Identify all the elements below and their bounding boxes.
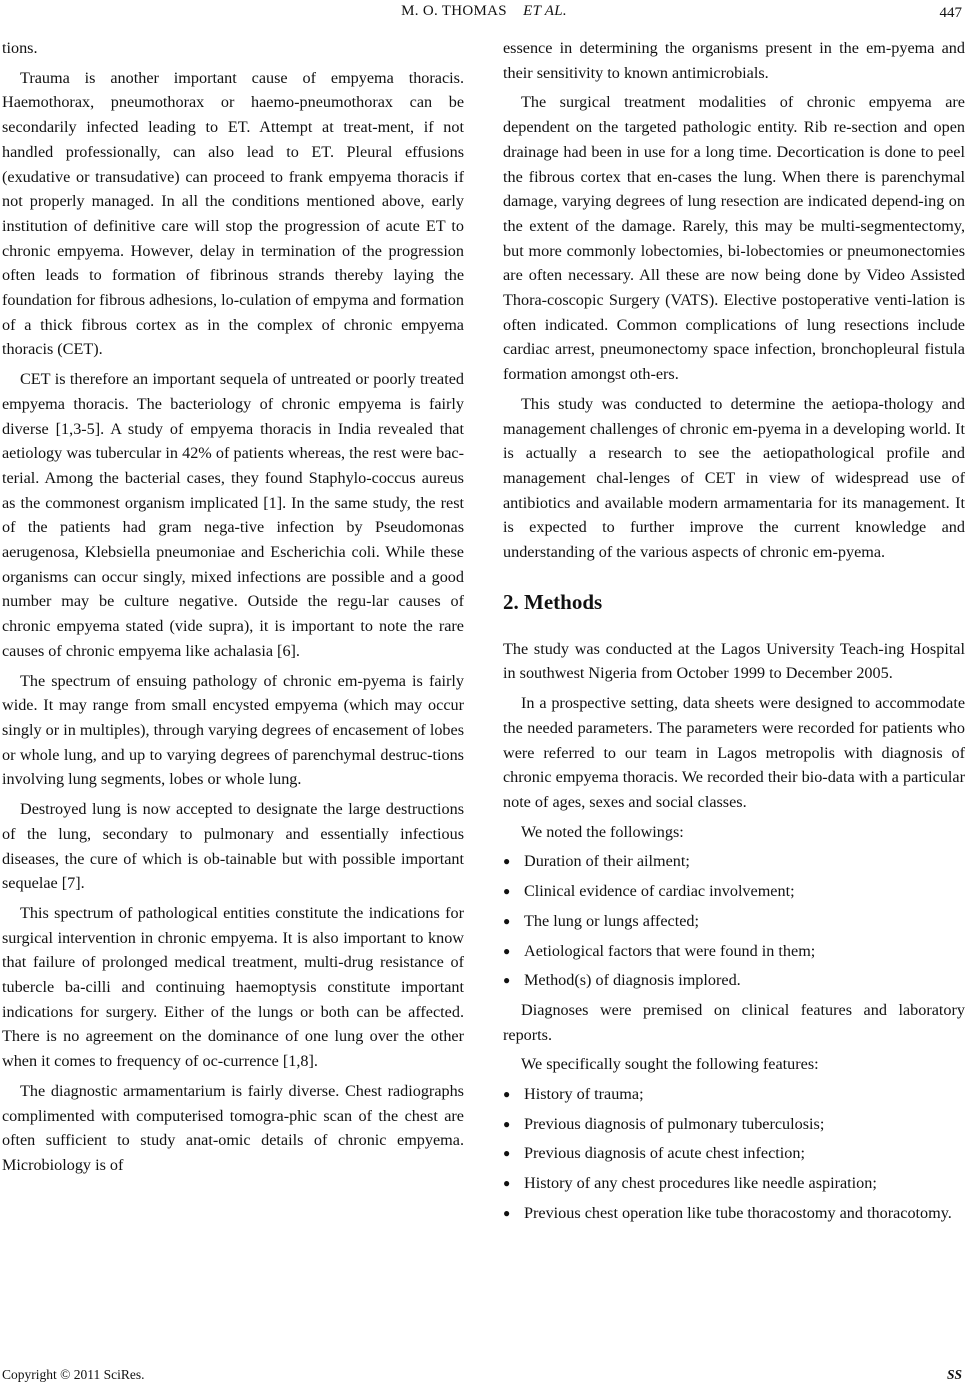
header-etal: ET AL. [523,3,567,19]
noted-list [503,849,965,993]
list-item [503,1171,965,1196]
paragraph: The study was conducted at the Lagos University Teach-ing Hospital in southwest Nigeria from October 1999 to December 2005. [503,639,965,683]
list-item [503,879,965,904]
list-item-text: Method(s) of diagnosis implored. [524,971,741,990]
list-item [503,849,965,874]
bullet-icon: ● [503,1146,511,1161]
page-number: 447 [939,5,962,21]
list-item-text: Duration of their ailment; [524,852,690,871]
list-item [503,1141,965,1166]
list-item [503,909,965,934]
list-item [503,1201,965,1226]
list-item-text: Aetiological factors that were found in them; [524,941,816,960]
list-item-text: History of any chest procedures like needle aspiration; [524,1174,877,1193]
section-heading-methods: 2. Methods [503,589,603,614]
paragraph: The surgical treatment modalities of chronic empyema are dependent on the targeted pathologic entity. Rib re-section and open drainage had been in use for a long time. Decortication is done to peel the fibrous cortex that en-cases the lung. When there is parenchymal damage, varying degrees of lung resection are indicated depend-ing on the extent of the damage. Rarely, this may be multi-segmentectomy, but more commonly lobectomies, bi-lobectomies or pneumonectomies are often necessary. All these are now being done by Video Assisted Thora-coscopic Surgery (VATS). Elective postoperative venti-lation is often indicated. Common complications of lung resections include cardiac arrest, pneumonectomy space infection, bronchopleural fistula formation amongst oth-ers. [503,93,965,384]
paragraph: Destroyed lung is now accepted to designate the large destructions of the lung, secondary to pulmonary and essentially infectious diseases, the cure of which is ob-tainable but with possible important sequelae [7]. [2,800,464,893]
right-column [503,36,965,1231]
paragraph: essence in determining the organisms present in the em-pyema and their sensitivity to known antimicrobials. [503,39,965,82]
page-footer [0,1365,968,1385]
paragraph: The spectrum of ensuing pathology of chronic em-pyema is fairly wide. It may range from small encysted empyema (which may occur singly or in multiples), through varying degrees of encasement of lobes or whole lung, and up to varying degrees of parenchymal destruc-tions involving lung segments, lobes or whole lung. [2,671,464,789]
running-header [0,0,968,30]
paragraph: tions. [2,39,38,57]
list-item-text: Previous diagnosis of acute chest infection; [524,1144,805,1163]
list-item-text: Previous diagnosis of pulmonary tuberculosis; [524,1114,825,1133]
left-column [2,36,464,1183]
paragraph: Trauma is another important cause of empyema thoracis. Haemothorax, pneumothorax or haemo-pneumothorax can be secondarily infected leading to ET. Attempt at treat-ment, if not handled professionally, can also lead to ET. Pleural effusions (exudative or transudative) can proceed to frank empyema thoracis if not properly managed. In all the conditions mentioned above, early institution of definitive care will stop the progression of acute ET to chronic empyema. However, delay in termination of the progression often leads to formation of fibrinous strands thereby laying the foundation for fibrous adhesions, lo-culation of empyma and formation of a thick fibrous cortex as in the complex of chronic empyema thoracis (CET). [2,68,464,359]
list-item [503,968,965,993]
list-item [503,939,965,964]
bullet-icon: ● [503,1087,511,1102]
paragraph: We specifically sought the following features: [521,1055,819,1074]
journal-abbreviation: SS [946,1367,962,1382]
header-author: M. O. THOMAS [401,3,507,19]
paragraph: We noted the followings: [521,822,684,841]
paragraph: In a prospective setting, data sheets were designed to accommodate the needed parameters. The parameters were recorded for patients who were referred to our team in Lagos metropolis with diagnosis of chronic empyema thoracis. We recorded their bio-data with a particular note of ages, sexes and social classes. [503,694,965,811]
bullet-icon: ● [503,973,511,988]
paragraph: The diagnostic armamentarium is fairly diverse. Chest radiographs complimented with computerised tomogra-phic scan of the chest are often sufficient to study anat-omic details of chronic empyema. Microbiology is of [2,1081,464,1174]
bullet-icon: ● [503,1205,511,1220]
paragraph: CET is therefore an important sequela of untreated or poorly treated empyema thoracis. The bacteriology of chronic empyema is fairly diverse [1,3-5]. A study of empyema thoracis in India revealed that aetiology was tubercular in 42% of patients whereas, the rest were bac-terial. Among the bacterial cases, they found Staphylo-coccus aureus as the commonest organism implicated [1]. In the same study, the rest of the patients had gram nega-tive infection by Pseudomonas aerugenosa, Klebsiella pneumoniae and Escherichia coli. While these organisms can occur singly, mixed infections are possible and a good number may be culture negative. Outside the regu-lar causes of chronic empyema stated (vide supra), it is important to note the rare causes of chronic empyema like achalasia [6]. [2,370,464,660]
bullet-icon: ● [503,884,511,899]
list-item [503,1112,965,1137]
list-item [503,1082,965,1107]
paragraph: This study was conducted to determine the aetiopa-thology and management challenges of chronic em-pyema in a developing world. It is actually a research to see the aetiopathological profile and management chal-lenges of CET in view of widespread use of antibiotics and available modern armamentaria for its management. It is expected to further improve the current knowledge and understanding of the various aspects of chronic em-pyema. [503,394,965,562]
list-item-text: Clinical evidence of cardiac involvement; [524,882,795,901]
paragraph: This spectrum of pathological entities constitute the indications for surgical intervention in chronic empyema. It is also important to know that failure of prolonged medical treatment, multi-drug resistance of tubercle ba-cilli and continuing haemoptysis constitute important indications for surgery. Either of the lungs or both can be affected. There is no agreement on the dominance of one lung over the other when it comes to frequency of oc-currence [1,8]. [2,903,464,1071]
paragraph: Diagnoses were premised on clinical features and laboratory reports. [503,1000,965,1044]
bullet-icon: ● [503,1176,511,1191]
bullet-icon: ● [503,913,511,928]
bullet-icon: ● [503,1116,511,1131]
bullet-icon: ● [503,943,511,958]
list-item-text: History of trauma; [524,1085,644,1104]
sought-list [503,1082,965,1226]
copyright-notice: Copyright © 2011 SciRes. [2,1367,145,1382]
list-item-text: Previous chest operation like tube thoracostomy and thoracotomy. [524,1203,952,1222]
running-title [0,3,968,20]
bullet-icon: ● [503,854,511,869]
list-item-text: The lung or lungs affected; [524,911,700,930]
